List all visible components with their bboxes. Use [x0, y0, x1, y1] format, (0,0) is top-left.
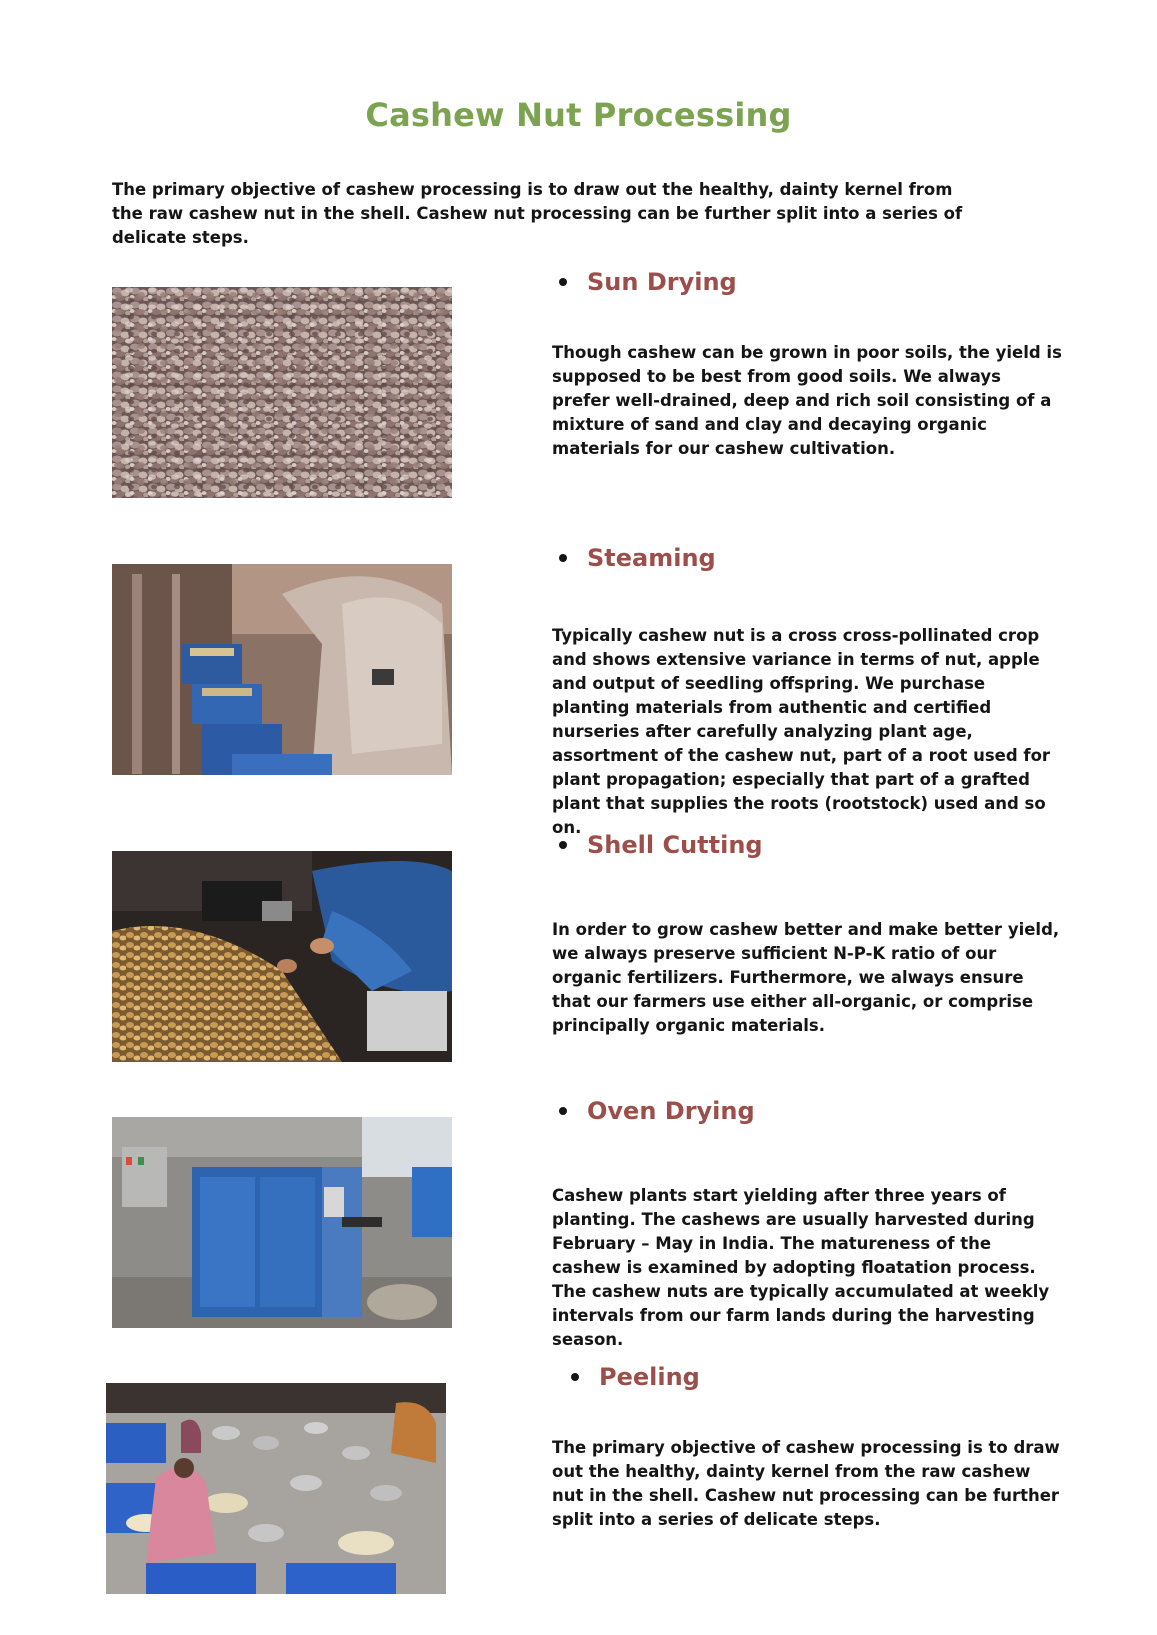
bullet-icon	[571, 1373, 579, 1381]
step-text-peeling: The primary objective of cashew processing is to draw out the healthy, dainty kernel from the raw cashew nut in the shell. Cashew nut processing can be further split into a series of delicate steps.	[552, 1438, 1060, 1529]
bullet-icon	[559, 1107, 567, 1115]
bullet-icon	[559, 278, 567, 286]
step-text-steaming: Typically cashew nut is a cross cross-pollinated crop and shows extensive variance in terms of nut, apple and output of seedling offspring. We purchase planting materials from authentic and certified nurseries after carefully analyzing plant age, assortment of the cashew nut, part of a root used for plant propagation; especially that part of a grafted plant that supplies the roots (rootstock) used and so on.	[552, 626, 1051, 837]
peeling-photo	[106, 1383, 446, 1594]
step-heading-label: Shell Cutting	[587, 831, 763, 859]
step-text-shell-cutting: In order to grow cashew better and make better yield, we always preserve sufficient N-P-K ratio of our organic fertilizers. Furthermore, we always ensure that our farmers use either all-organic, or comprise principally organic materials.	[552, 920, 1060, 1035]
step-heading-peeling	[571, 1363, 700, 1391]
sun-drying-photo	[112, 287, 452, 498]
shell-cutting-photo	[112, 851, 452, 1062]
step-heading-label: Oven Drying	[587, 1097, 755, 1125]
oven-drying-photo	[112, 1117, 452, 1328]
step-heading-label: Sun Drying	[587, 268, 737, 296]
step-heading-sun-drying	[559, 268, 737, 296]
bullet-icon	[559, 554, 567, 562]
step-heading-label: Steaming	[587, 544, 716, 572]
step-text-oven-drying: Cashew plants start yielding after three years of planting. The cashews are usually harvested during February – May in India. The matureness of the cashew is examined by adopting floatation process. The cashew nuts are typically accumulated at weekly intervals from our farm lands during the harvesting season.	[552, 1186, 1050, 1349]
steaming-photo	[112, 564, 452, 775]
bullet-icon	[559, 841, 567, 849]
step-heading-label: Peeling	[599, 1363, 700, 1391]
intro-paragraph: The primary objective of cashew processing is to draw out the healthy, dainty kernel from the raw cashew nut in the shell. Cashew nut processing can be further split into a series of delicate steps.	[112, 180, 963, 247]
step-heading-oven-drying	[559, 1097, 755, 1125]
step-heading-steaming	[559, 544, 716, 572]
step-text-sun-drying: Though cashew can be grown in poor soils, the yield is supposed to be best from good soils. We always prefer well-drained, deep and rich soil consisting of a mixture of sand and clay and decaying organic materials for our cashew cultivation.	[552, 343, 1062, 458]
page-title: Cashew Nut Processing	[365, 96, 792, 134]
step-heading-shell-cutting	[559, 831, 763, 859]
